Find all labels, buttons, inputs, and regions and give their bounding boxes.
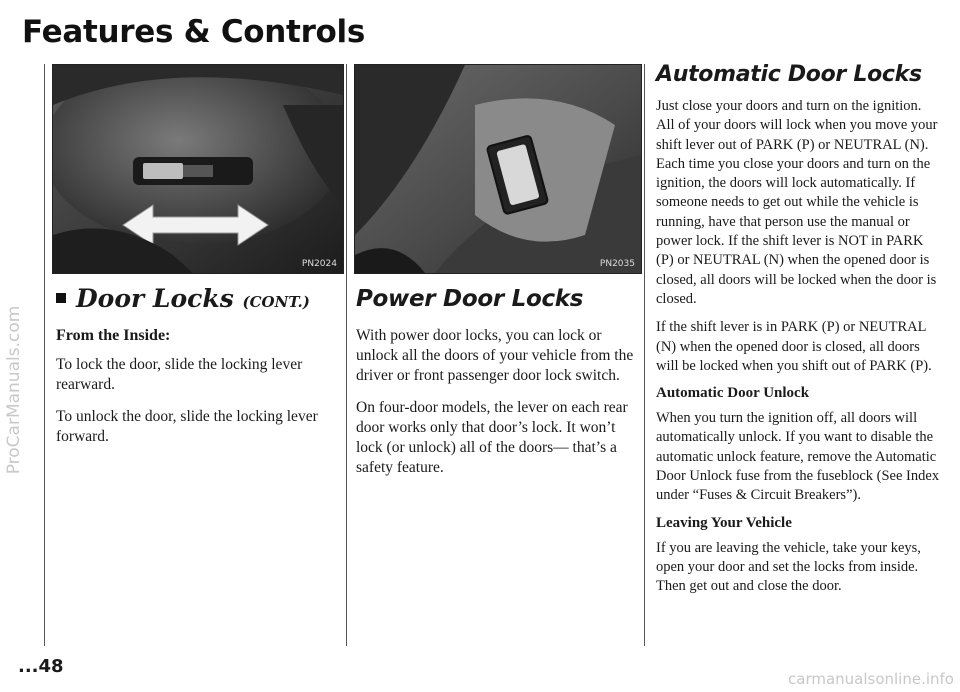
page-number: ...48 bbox=[18, 656, 64, 677]
column-divider-middle bbox=[346, 64, 347, 646]
photo-code-middle: PN2035 bbox=[599, 259, 635, 269]
from-inside-subheading: From the Inside: bbox=[56, 327, 171, 344]
power-door-locks-section bbox=[356, 286, 640, 490]
photo-code-left: PN2024 bbox=[301, 259, 337, 269]
footer-watermark: carmanualsonline.info bbox=[788, 670, 954, 688]
automatic-door-locks-paragraph: If the shift lever is in PARK (P) or NEUTRAL (N) when the opened door is closed, all doors will be locked when you shift out of PARK (P). bbox=[656, 319, 932, 374]
door-lock-lever-illustration bbox=[53, 65, 343, 273]
door-locks-section bbox=[56, 284, 342, 459]
power-lock-switch-photo bbox=[354, 64, 642, 274]
automatic-door-locks-paragraph: Just close your doors and turn on the ignition. All of your doors will lock when you move your shift lever out of PARK (P) or NEUTRAL (N). Each time you close your doors and turn on the ignition, the doors will lock automatically. If someone needs to get out while the vehicle is running, have that person use the manual or power lock. If the shift lever is NOT in PARK (P) or NEUTRAL (N) when the opened door is closed, all doors will be locked when the door is closed. bbox=[656, 98, 938, 307]
door-lock-lever-photo bbox=[52, 64, 344, 274]
bullet-square-icon bbox=[56, 293, 66, 303]
automatic-door-unlock-subheading: Automatic Door Unlock bbox=[656, 385, 810, 402]
automatic-door-locks-heading: Automatic Door Locks bbox=[656, 62, 922, 87]
door-locks-heading bbox=[56, 284, 342, 313]
side-watermark-text: ProCarManuals.com bbox=[4, 305, 24, 475]
column-divider-left bbox=[44, 64, 45, 646]
door-locks-heading-suffix: (CONT.) bbox=[242, 293, 310, 311]
automatic-door-locks-section bbox=[656, 62, 942, 597]
door-locks-heading-text: Door Locks bbox=[76, 284, 234, 313]
page-title: Features & Controls bbox=[22, 14, 366, 50]
leaving-vehicle-subheading: Leaving Your Vehicle bbox=[656, 514, 792, 531]
leaving-vehicle-paragraph: If you are leaving the vehicle, take your keys, open your door and set the locks from inside. Then get out and close the door. bbox=[656, 539, 921, 595]
power-door-locks-paragraph: On four-door models, the lever on each rear door works only that door’s lock. It won’t lock (or unlock) all of the doors— that’s a safety feature. bbox=[356, 399, 628, 476]
power-door-locks-paragraph: With power door locks, you can lock or unlock all the doors of your vehicle from the driver or front passenger door lock switch. bbox=[356, 327, 634, 384]
power-lock-switch-illustration bbox=[355, 65, 641, 273]
automatic-door-unlock-paragraph: When you turn the ignition off, all doors will automatically unlock. If you want to disable the automatic unlock feature, remove the Automatic Door Unlock fuse from the fuseblock (See Index under “Fuses & Circuit Breakers”). bbox=[656, 410, 940, 504]
column-divider-right bbox=[644, 64, 645, 646]
door-locks-paragraph: To lock the door, slide the locking lever rearward. bbox=[56, 356, 303, 393]
door-locks-paragraph: To unlock the door, slide the locking lever forward. bbox=[56, 408, 318, 445]
power-door-locks-heading: Power Door Locks bbox=[356, 286, 584, 312]
side-watermark bbox=[4, 230, 24, 550]
